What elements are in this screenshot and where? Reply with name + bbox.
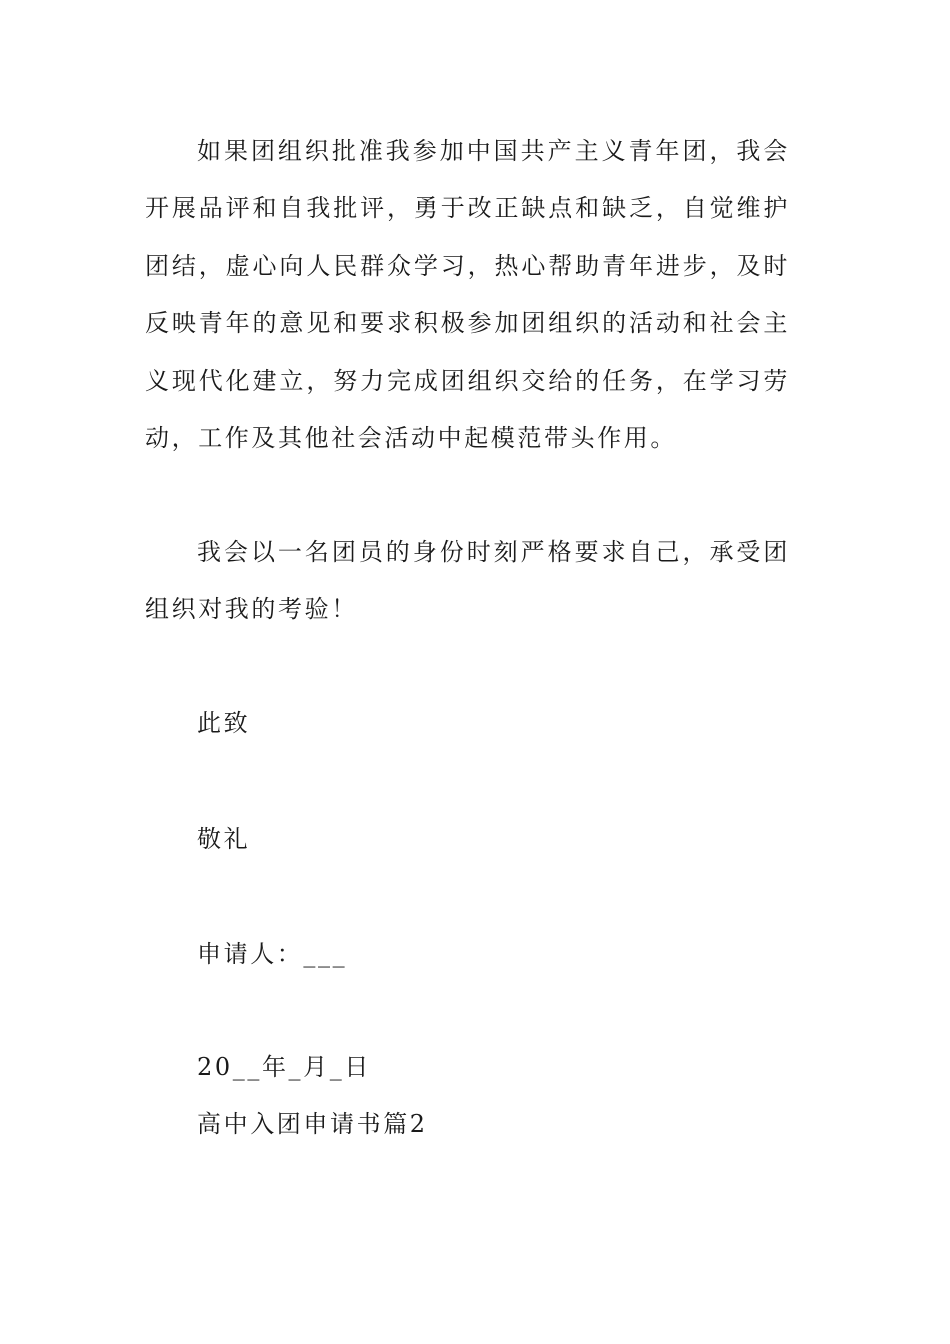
body-paragraph-2: 我会以一名团员的身份时刻严格要求自己，承受团组织对我的考验！ — [145, 538, 790, 624]
application-date: 20__年_月_日 — [197, 1053, 371, 1081]
closing-regards: 敬礼 — [197, 825, 251, 853]
applicant-signature: 申请人：___ — [197, 940, 348, 968]
body-paragraph-1: 如果团组织批准我参加中国共产主义青年团，我会开展品评和自我批评，勇于改正缺点和缺乏，自觉维护团结，虚心向人民群众学习，热心帮助青年进步，及时反映青年的意见和要求积极参加团组织的活动和社会主义现代化建立，努力完成团组织交给的任务，在学习劳动，工作及其他社会活动中起模范带头作用。 — [145, 137, 790, 453]
closing-salutation: 此致 — [197, 709, 251, 737]
next-section-title: 高中入团申请书篇2 — [197, 1110, 428, 1138]
